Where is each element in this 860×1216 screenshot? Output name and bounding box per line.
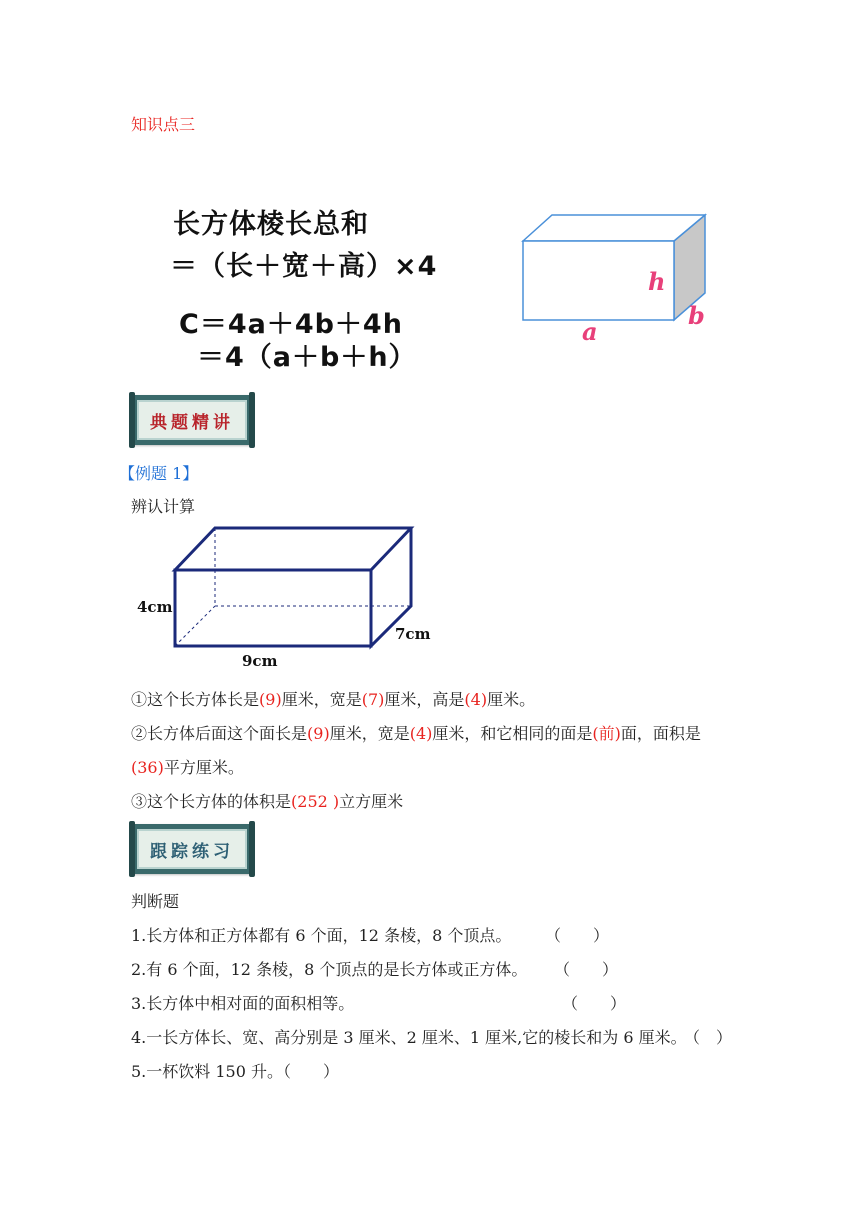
practice-item-3: 3.长方体中相对面的面积相等。	[131, 994, 355, 1013]
cuboid-diagram	[500, 205, 740, 355]
q2-text-5: 平方厘米。	[163, 758, 244, 777]
practice-item-2-blank[interactable]: （ ）	[554, 960, 619, 979]
practice-item-4-blank[interactable]: （ ）	[684, 1028, 733, 1047]
label-h: h	[648, 267, 666, 296]
example-subtitle: 辨认计算	[131, 497, 196, 516]
q2-text-2: 厘米，宽是	[329, 724, 410, 743]
practice-item-5-text: 5.一杯饮料 150 升。	[131, 1062, 283, 1081]
formula-line-3: C＝4a＋4b＋4h	[179, 309, 403, 340]
q3-text-1: ③这个长方体的体积是	[131, 792, 292, 811]
banner-follow-up-practice-label: 跟踪练习	[150, 841, 234, 862]
banner-typical-examples	[131, 395, 253, 445]
prism-top-face	[175, 528, 411, 570]
q2-text-1: ②长方体后面这个面长是	[131, 724, 308, 743]
q2-text-3: 厘米，和它相同的面是	[432, 724, 593, 743]
hidden-edge-depth	[175, 606, 215, 646]
q1-answer-length: (9)	[259, 690, 282, 709]
q2-answer-length: (9)	[307, 724, 330, 743]
length-label: 9cm	[242, 652, 278, 670]
question-1	[131, 687, 535, 710]
formula-line-1: 长方体棱长总和	[173, 209, 369, 240]
banner-typical-examples-label: 典题精讲	[150, 412, 234, 433]
width-label: 7cm	[395, 625, 431, 643]
cuboid-top-face	[523, 215, 705, 241]
q1-text-4: 厘米。	[487, 690, 536, 709]
q2-answer-area: (36)	[131, 758, 164, 777]
practice-item-5	[131, 1059, 339, 1082]
question-2-continued	[131, 755, 244, 778]
q3-text-2: 立方厘米	[339, 792, 404, 811]
question-3	[131, 789, 403, 812]
q1-text-1: ①这个长方体长是	[131, 690, 260, 709]
formula-line-4: ＝4（a＋b＋h）	[197, 342, 417, 373]
example-title: 【例题 1】	[119, 464, 199, 483]
practice-item-4: 4.一长方体长、宽、高分别是 3 厘米、2 厘米、1 厘米,它的棱长和为 6 厘米。	[131, 1028, 687, 1047]
q1-text-3: 厘米，高是	[384, 690, 465, 709]
formula-line-2: ＝（长＋宽＋高）×4	[170, 251, 438, 282]
q1-answer-height: (4)	[464, 690, 488, 709]
label-b: b	[688, 301, 705, 330]
banner-follow-up-practice	[131, 824, 253, 874]
q1-answer-width: (7)	[361, 690, 385, 709]
q2-answer-width: (4)	[409, 724, 433, 743]
question-2	[131, 721, 701, 744]
practice-title: 判断题	[131, 892, 180, 911]
q3-answer-volume: (252 )	[291, 792, 340, 811]
height-label: 4cm	[137, 598, 173, 616]
q1-text-2: 厘米，宽是	[281, 690, 362, 709]
practice-item-5-blank[interactable]: （ ）	[282, 1062, 339, 1081]
practice-item-3-blank[interactable]: （ ）	[562, 994, 627, 1013]
q2-answer-face: (前)	[592, 724, 621, 743]
prism-diagram	[131, 520, 441, 675]
q2-text-4: 面，面积是	[620, 724, 701, 743]
practice-item-1-blank[interactable]: （ ）	[545, 926, 610, 945]
prism-front-face	[175, 570, 371, 646]
practice-item-2: 2.有 6 个面，12 条棱，8 个顶点的是长方体或正方体。	[131, 960, 528, 979]
practice-item-1: 1.长方体和正方体都有 6 个面，12 条棱，8 个顶点。	[131, 926, 512, 945]
section-heading: 知识点三	[131, 115, 196, 134]
label-a: a	[582, 317, 598, 346]
